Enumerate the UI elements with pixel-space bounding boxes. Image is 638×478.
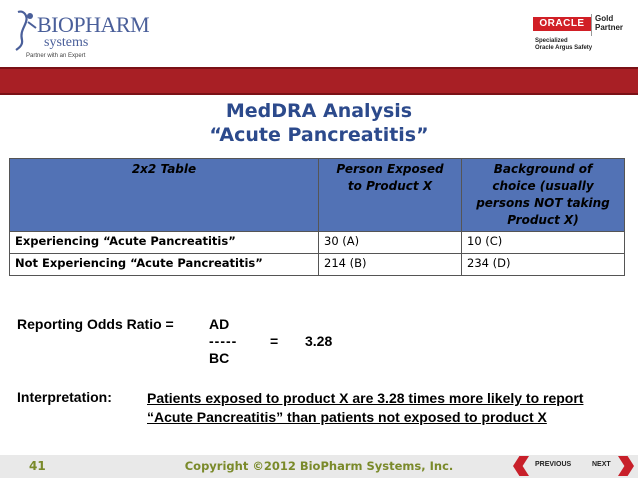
header-band bbox=[0, 67, 638, 95]
chevron-right-icon bbox=[618, 456, 634, 476]
partner-divider bbox=[591, 14, 592, 36]
table-header-cell: Background of choice (usually persons NOT taking Product X) bbox=[462, 159, 625, 232]
previous-label: PREVIOUS bbox=[535, 461, 572, 468]
ror-label: Reporting Odds Ratio = bbox=[17, 316, 174, 332]
interpretation-label: Interpretation: bbox=[17, 389, 112, 405]
biopharm-logo bbox=[10, 8, 150, 63]
table-cell: Not Experiencing “Acute Pancreatitis” bbox=[10, 254, 319, 276]
specialized-line1: Specialized bbox=[535, 38, 568, 44]
table-header-cell: Person Exposed to Product X bbox=[319, 159, 462, 232]
partner-text: Partner bbox=[595, 23, 624, 32]
specialized-line2: Oracle Argus Safety bbox=[535, 45, 593, 51]
interpretation-text: Patients exposed to product X are 3.28 times more likely to report “Acute Pancreatitis” than patients not exposed to product X bbox=[147, 390, 584, 425]
logo-sub-text: systems bbox=[44, 35, 89, 50]
oracle-wordmark: ORACLE bbox=[533, 17, 591, 31]
ror-numerator: AD bbox=[209, 316, 230, 332]
slide-subtitle: “Acute Pancreatitis” bbox=[209, 124, 429, 146]
table-cell: 30 (A) bbox=[319, 232, 462, 254]
slide-title: MedDRA Analysis bbox=[225, 100, 413, 122]
contingency-table bbox=[9, 158, 625, 276]
next-label: NEXT bbox=[592, 461, 611, 468]
chevron-left-icon bbox=[513, 456, 529, 476]
table-header-row bbox=[10, 159, 625, 232]
pharmacist-figure-icon bbox=[10, 8, 40, 53]
ror-equals: = bbox=[270, 333, 279, 349]
next-button[interactable] bbox=[586, 456, 636, 476]
logo-tagline: Partner with an Expert bbox=[26, 53, 86, 59]
ror-value: 3.28 bbox=[305, 333, 333, 349]
table-cell: Experiencing “Acute Pancreatitis” bbox=[10, 232, 319, 254]
gold-partner-text bbox=[595, 14, 623, 32]
table-header-cell: 2x2 Table bbox=[10, 159, 319, 232]
ror-divider: ----- bbox=[209, 333, 238, 349]
table-cell: 214 (B) bbox=[319, 254, 462, 276]
table-cell: 10 (C) bbox=[462, 232, 625, 254]
table-row bbox=[10, 254, 625, 276]
previous-button[interactable] bbox=[513, 456, 573, 476]
table-row bbox=[10, 232, 625, 254]
gold-text: Gold bbox=[595, 14, 614, 23]
table-cell: 234 (D) bbox=[462, 254, 625, 276]
copyright-text: Copyright ©2012 BioPharm Systems, Inc. bbox=[184, 459, 454, 473]
specialized-text bbox=[535, 38, 592, 52]
ror-denominator: BC bbox=[209, 350, 230, 366]
oracle-partner-logo bbox=[533, 14, 633, 64]
logo-main-text: BIOPHARM bbox=[37, 12, 150, 37]
page-number: 41 bbox=[29, 459, 46, 473]
